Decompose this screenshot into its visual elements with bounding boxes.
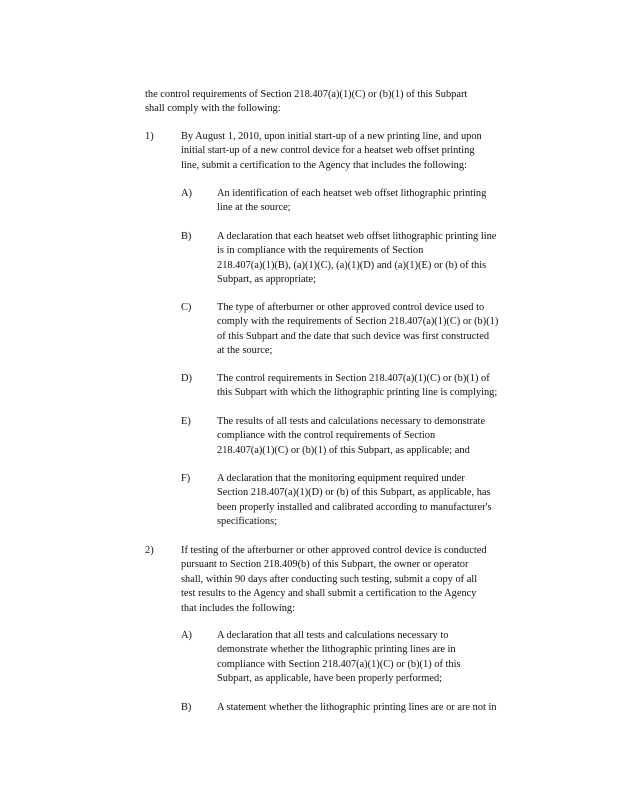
item-number: 1) bbox=[145, 131, 154, 142]
subitem-label: B) bbox=[181, 231, 192, 242]
subitem-text: An identification of each heatset web offset lithographic printing line at the source; bbox=[217, 188, 487, 214]
subitem-label: E) bbox=[181, 416, 191, 427]
subitem-text: A declaration that all tests and calculations necessary to demonstrate whether the lithographic printing lines are in compliance with Section 218.407(a)(1)(C) or (b)(1) of this Subpart, as applicable, have been properly performed; bbox=[217, 630, 461, 685]
subitem-label: C) bbox=[181, 302, 192, 313]
item-text: By August 1, 2010, upon initial start-up of a new printing line, and upon initial start-up of a new control device for a heatset web offset printing line, submit a certification to the Agency that includes the following: bbox=[181, 131, 482, 171]
subitem-text: The type of afterburner or other approved control device used to comply with the requirements of Section 218.407(a)(1)(C) or (b)(1) of this Subpart and the date that such device was first constructed at the source; bbox=[217, 302, 499, 357]
subitem-label: F) bbox=[181, 473, 191, 484]
subitem-label: A) bbox=[181, 630, 192, 641]
subitem-text: A declaration that the monitoring equipment required under Section 218.407(a)(1)(D) or (b) of this Subpart, as applicable, has been properly installed and calibrated according to manufacturer's specifications; bbox=[217, 473, 492, 528]
subitem-text: The results of all tests and calculations necessary to demonstrate compliance with the control requirements of Section 218.407(a)(1)(C) or (b)(1) of this Subpart, as applicable; and bbox=[217, 416, 486, 456]
subitem-text: A declaration that each heatset web offset lithographic printing line is in compliance with the requirements of Section 218.407(a)(1)(B), (a)(1)(C), (a)(1)(D) and (a)(1)(E) or (b) of this Subpart, as appropriate; bbox=[217, 231, 497, 286]
item-number: 2) bbox=[145, 545, 154, 556]
subitem-label: A) bbox=[181, 188, 192, 199]
subitem-text: The control requirements in Section 218.407(a)(1)(C) or (b)(1) of this Subpart with which the lithographic printing line is complying; bbox=[217, 373, 498, 399]
intro-paragraph: the control requirements of Section 218.407(a)(1)(C) or (b)(1) of this Subpart shall comply with the following: bbox=[145, 89, 468, 115]
item-text: If testing of the afterburner or other approved control device is conducted pursuant to Section 218.409(b) of this Subpart, the owner or operator shall, within 90 days after conducting such testing, submit a copy of all test results to the Agency and shall submit a certification to the Agency that includes the following: bbox=[181, 545, 487, 614]
subitem-text: A statement whether the lithographic printing lines are or are not in bbox=[217, 702, 497, 713]
subitem-label: B) bbox=[181, 702, 192, 713]
subitem-label: D) bbox=[181, 373, 192, 384]
